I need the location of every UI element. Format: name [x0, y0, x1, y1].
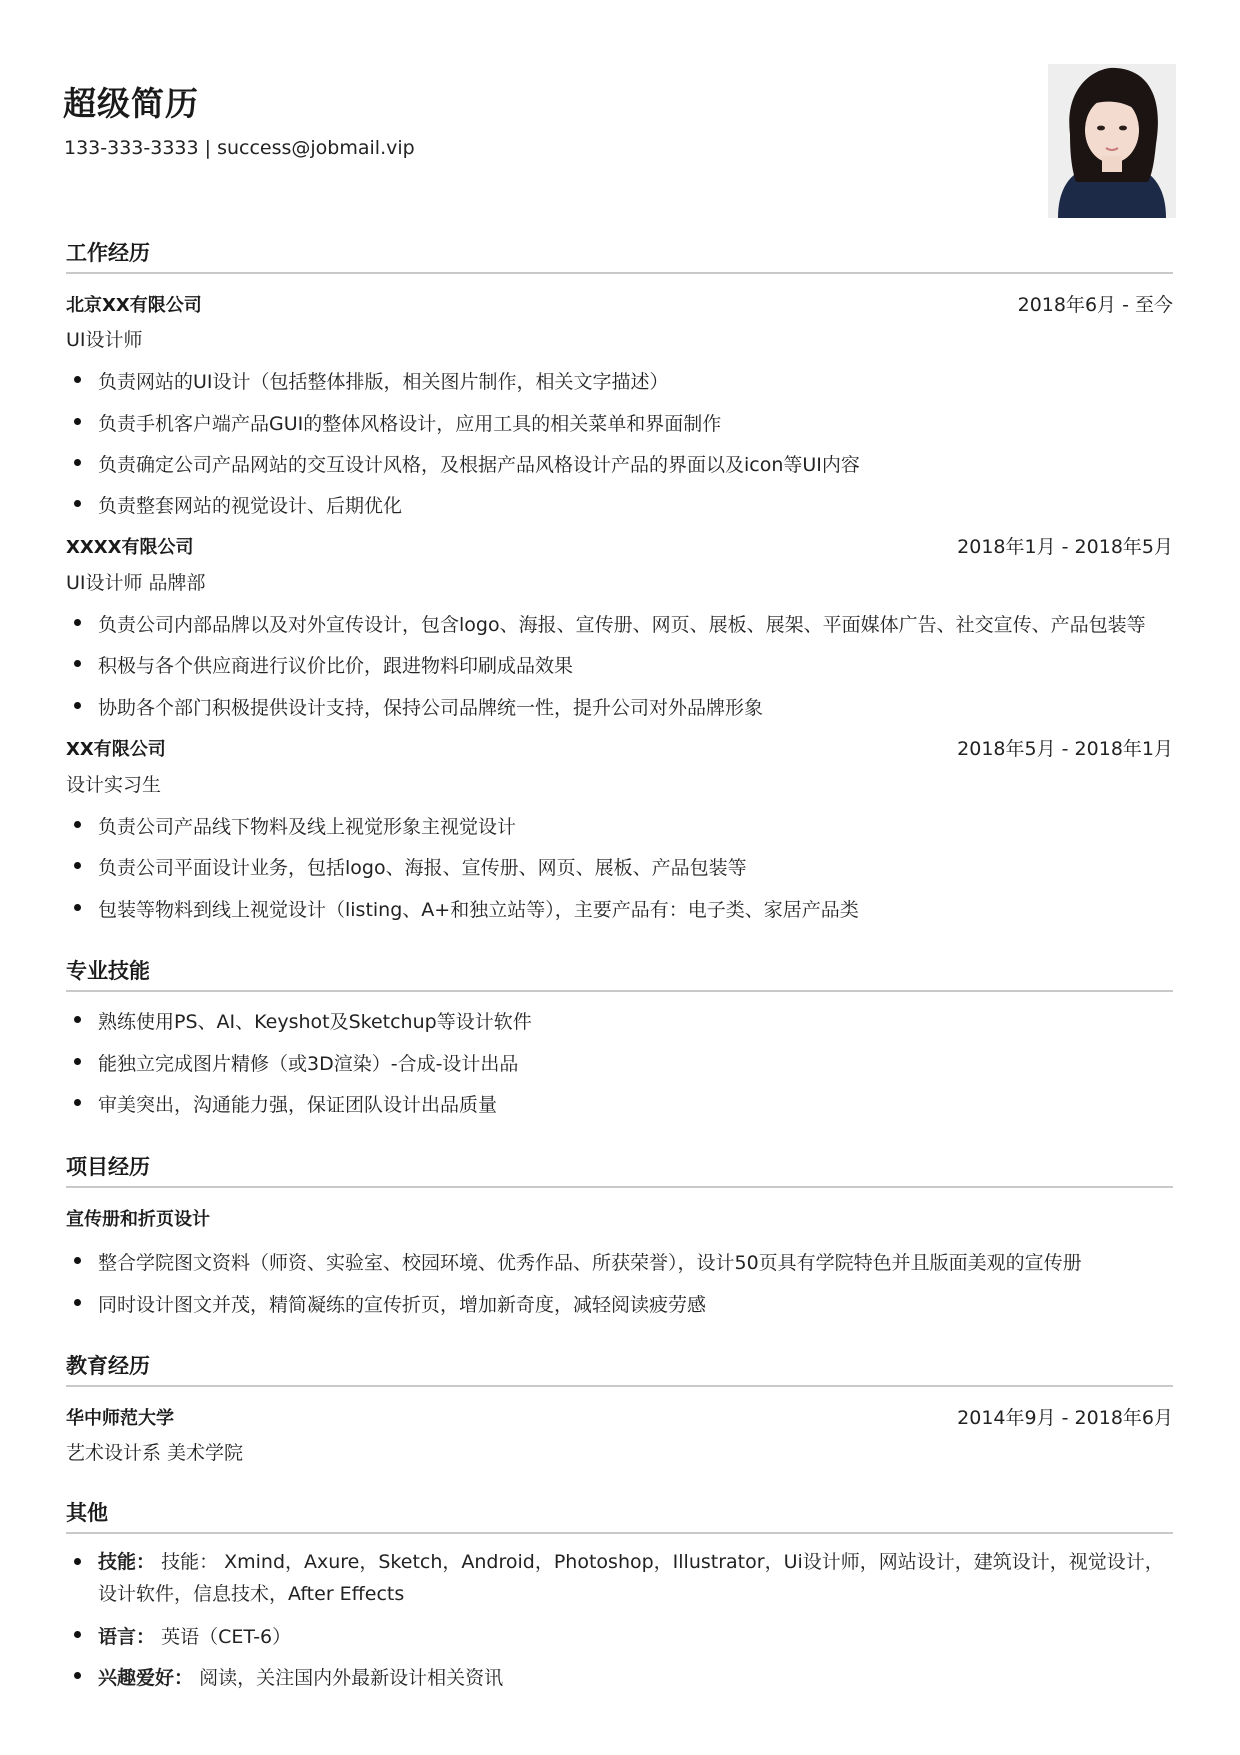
list-item: 负责公司内部品牌以及对外宣传设计，包含logo、海报、宣传册、网页、展板、展架、平面媒体广告、社交宣传、产品包装等	[98, 610, 1146, 637]
job-role: 设计实习生	[66, 774, 162, 796]
list-item: 熟练使用PS、AI、Keyshot及Sketchup等设计软件	[98, 1007, 532, 1034]
item-label: 语言：	[98, 1626, 156, 1648]
list-item: 负责网站的UI设计（包括整体排版，相关图片制作，相关文字描述）	[98, 367, 669, 394]
item-value: 技能： Xmind，Axure，Sketch，Android，Photoshop，Illustrator，Ui设计师，网站设计，建筑设计，视觉设计，设计软件，信息技术，After Effects	[98, 1551, 1164, 1605]
list-item: 协助各个部门积极提供设计支持，保持公司品牌统一性，提升公司对外品牌形象	[98, 693, 763, 720]
list-item: 整合学院图文资料（师资、实验室、校园环境、优秀作品、所获荣誉），设计50页具有学院特色并且版面美观的宣传册	[98, 1248, 1082, 1275]
list-item: 负责手机客户端产品GUI的整体风格设计，应用工具的相关菜单和界面制作	[98, 409, 721, 436]
employment-date: 2018年1月 - 2018年5月	[957, 536, 1173, 558]
item-label: 技能：	[98, 1551, 156, 1573]
list-item: 能独立完成图片精修（或3D渲染）-合成-设计出品	[98, 1049, 518, 1076]
section-title-projects: 项目经历	[66, 1155, 150, 1179]
company-name: XX有限公司	[66, 739, 166, 760]
profile-photo	[1048, 64, 1176, 218]
section-divider	[66, 990, 1173, 992]
company-name: 北京XX有限公司	[66, 295, 202, 316]
job-role: UI设计师 品牌部	[66, 572, 206, 594]
list-item: 负责确定公司产品网站的交互设计风格，及根据产品风格设计产品的界面以及icon等UI内容	[98, 450, 860, 477]
list-item	[98, 1663, 503, 1690]
employment-date: 2018年5月 - 2018年1月	[957, 738, 1173, 760]
section-divider	[66, 272, 1173, 274]
section-divider	[66, 1186, 1173, 1188]
section-divider	[66, 1385, 1173, 1387]
list-item: 包装等物料到线上视觉设计（listing、A+和独立站等），主要产品有：电子类、家居产品类	[98, 895, 859, 922]
school-name: 华中师范大学	[66, 1408, 174, 1429]
section-title-other: 其他	[66, 1501, 108, 1525]
candidate-name: 超级简历	[63, 84, 199, 123]
list-item: 审美突出，沟通能力强，保证团队设计出品质量	[98, 1090, 497, 1117]
item-value: 英语（CET-6）	[161, 1626, 292, 1648]
major: 艺术设计系 美术学院	[66, 1442, 244, 1464]
project-name: 宣传册和折页设计	[66, 1209, 210, 1230]
job-role: UI设计师	[66, 329, 143, 351]
list-item: 负责公司产品线下物料及线上视觉形象主视觉设计	[98, 812, 516, 839]
section-title-education: 教育经历	[66, 1354, 150, 1378]
list-item	[98, 1622, 291, 1649]
portrait-image	[1048, 64, 1176, 218]
contact-info: 133-333-3333 | success@jobmail.vip	[64, 137, 415, 159]
list-item: 积极与各个供应商进行议价比价，跟进物料印刷成品效果	[98, 651, 573, 678]
section-title-skills: 专业技能	[66, 959, 150, 983]
employment-date: 2018年6月 - 至今	[1017, 294, 1173, 316]
education-date: 2014年9月 - 2018年6月	[957, 1407, 1173, 1429]
list-item: 同时设计图文并茂，精简凝练的宣传折页，增加新奇度，减轻阅读疲劳感	[98, 1290, 706, 1317]
item-value: 阅读，关注国内外最新设计相关资讯	[199, 1667, 504, 1689]
list-item: 负责整套网站的视觉设计、后期优化	[98, 491, 402, 518]
list-item	[98, 1546, 1168, 1610]
list-item: 负责公司平面设计业务，包括logo、海报、宣传册、网页、展板、产品包装等	[98, 853, 747, 880]
item-label: 兴趣爱好：	[98, 1667, 194, 1689]
company-name: XXXX有限公司	[66, 537, 194, 558]
section-title-work: 工作经历	[66, 241, 150, 265]
section-divider	[66, 1532, 1173, 1534]
